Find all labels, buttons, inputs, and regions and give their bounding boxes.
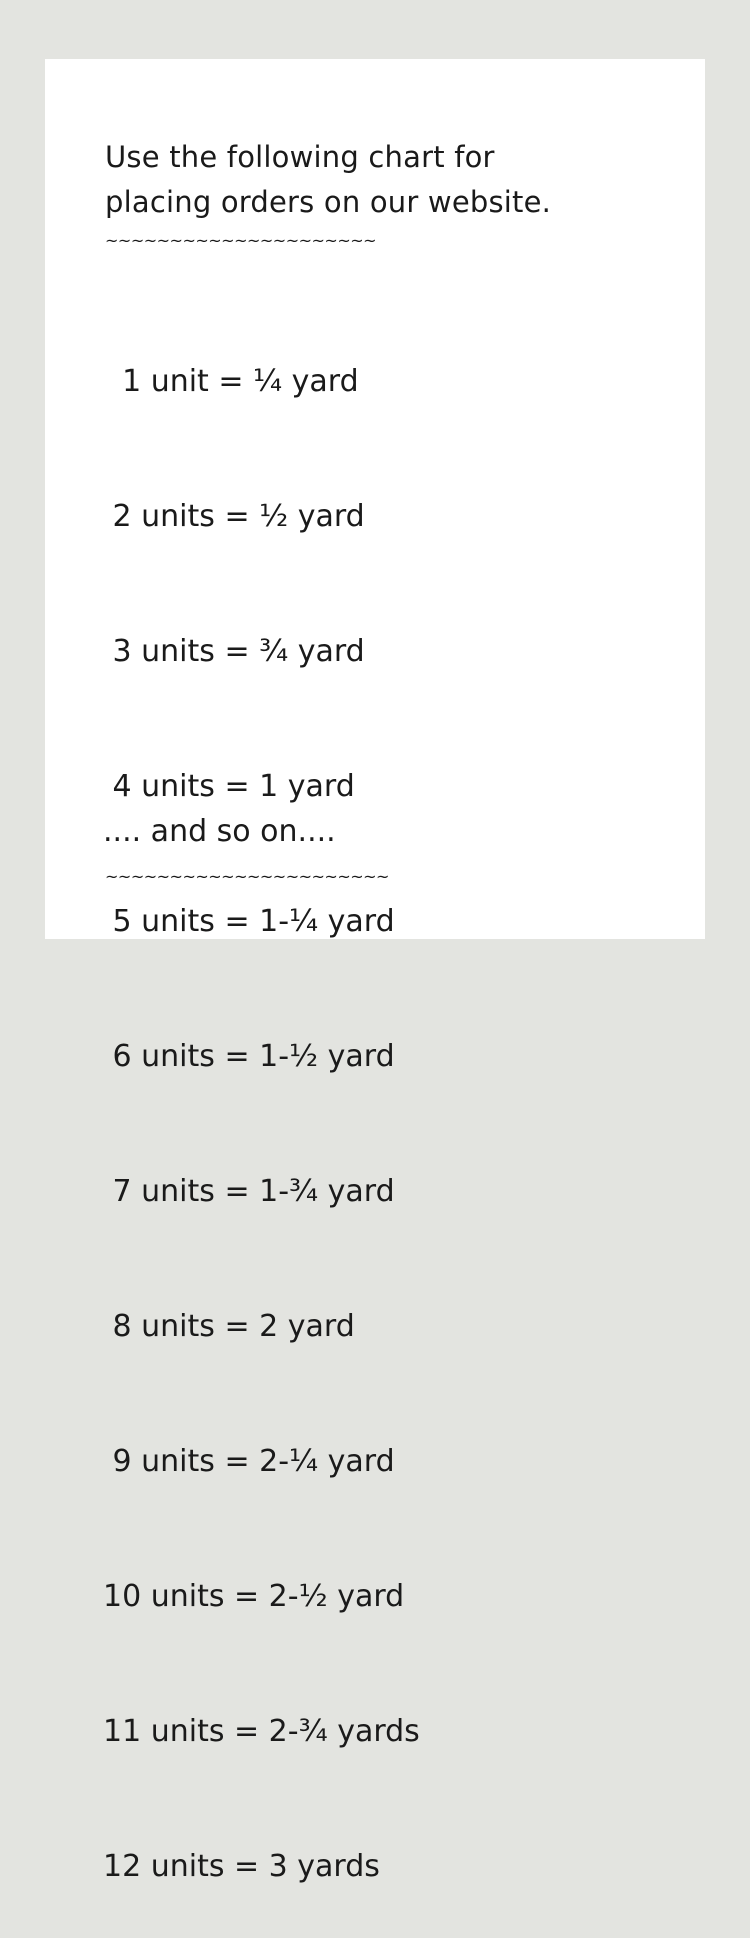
- document-card: [45, 59, 705, 1884]
- conversion-row: 9 units = 2-¼ yard: [103, 1444, 395, 1479]
- conversion-row: 3 units = ¾ yard: [103, 634, 365, 669]
- conversion-row: 4 units = 1 yard: [103, 769, 355, 804]
- conversion-row: 7 units = 1-¾ yard: [103, 1174, 395, 1209]
- conversion-row: 1 unit = ¼ yard: [103, 364, 359, 399]
- heading-line-2: placing orders on our website.: [105, 185, 552, 219]
- conversion-row: 12 units = 3 yards: [103, 1849, 380, 1884]
- divider-top: ~~~~~~~~~~~~~~~~~~~~~: [105, 233, 377, 249]
- conversion-row: 11 units = 2-¾ yards: [103, 1714, 420, 1749]
- conversion-row: 8 units = 2 yard: [103, 1309, 355, 1344]
- divider-bottom: ~~~~~~~~~~~~~~~~~~~~~~: [105, 869, 389, 885]
- heading-line-1: Use the following chart for: [105, 140, 495, 174]
- ending-text: .... and so on....: [103, 814, 336, 849]
- conversion-row: 6 units = 1-½ yard: [103, 1039, 395, 1074]
- conversion-row: 2 units = ½ yard: [103, 499, 365, 534]
- heading: [105, 135, 551, 225]
- conversion-row: 5 units = 1-¼ yard: [103, 904, 395, 939]
- conversion-list: [103, 269, 420, 1938]
- conversion-row: 10 units = 2-½ yard: [103, 1579, 405, 1614]
